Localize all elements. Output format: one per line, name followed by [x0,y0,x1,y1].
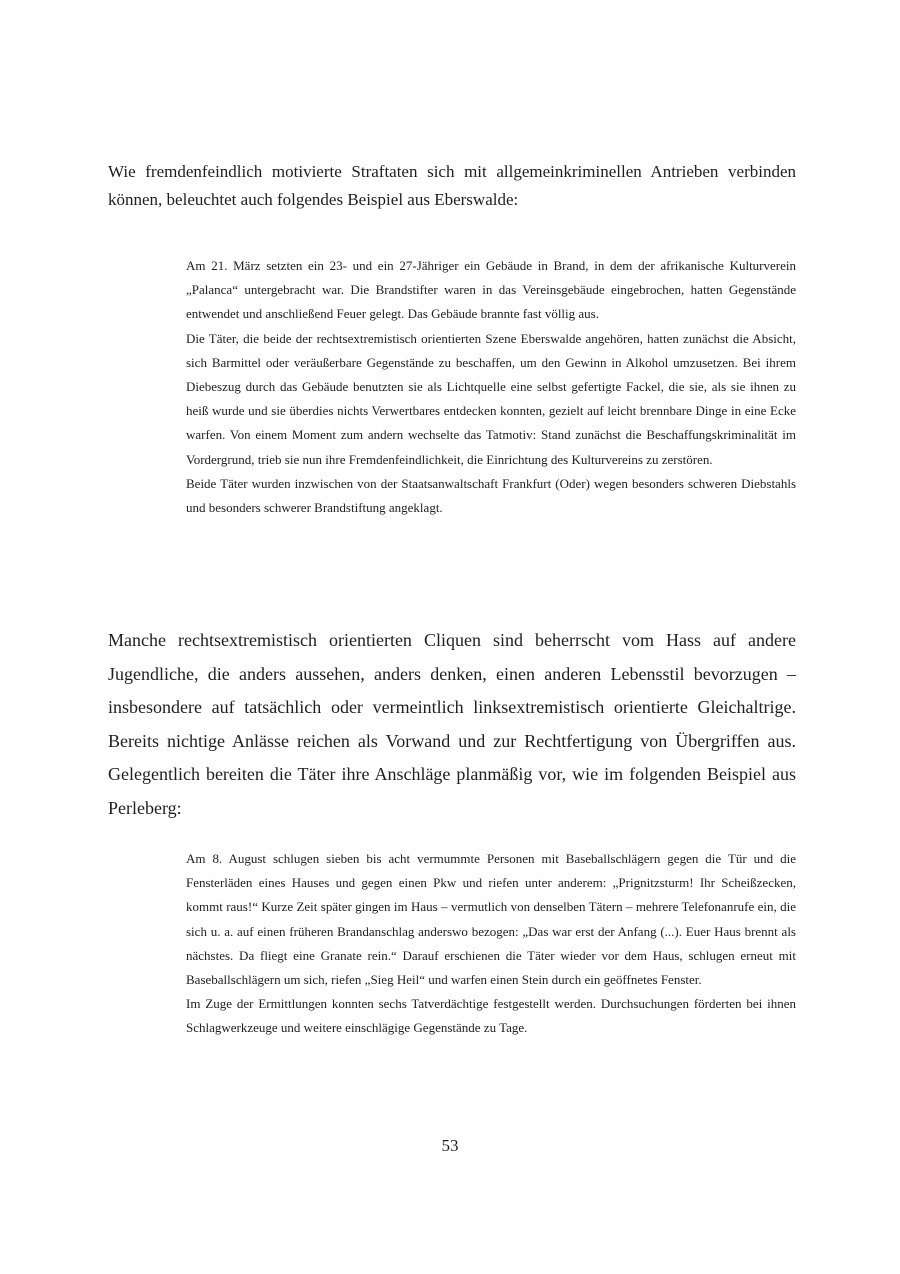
perleberg-case-paragraph-2: Im Zuge der Ermittlungen konnten sechs Tatverdächtige festgestellt werden. Durchsuchungen förderten bei ihnen Schlagwerkzeuge und weitere einschlägige Gegenstände zu Tage. [186,996,796,1036]
eberswalde-case-paragraph-1: Am 21. März setzten ein 23- und ein 27-Jähriger ein Gebäude in Brand, in dem der afrikanische Kulturverein „Palanca“ untergebracht war. Die Brandstifter waren in das Vereinsgebäude eingebrochen, hatten Gegenstände entwendet und anschließend Feuer gelegt. Das Gebäude brannte fast völlig aus. [186,258,796,322]
perleberg-intro-paragraph: Manche rechtsextremistisch orientierten Cliquen sind beherrscht vom Hass auf andere Jugendliche, die anders aussehen, anders denken, einen anderen Lebensstil bevorzugen – insbesondere auf tatsächlich oder vermeintlich linksextremistisch orientierte Gleichaltrige. Bereits nichtige Anlässe reichen als Vorwand und zur Rechtfertigung von Übergriffen aus. Gelegentlich bereiten die Täter ihre Anschläge planmäßig vor, wie im folgenden Beispiel aus Perleberg: [108,630,796,818]
intro-paragraph: Wie fremdenfeindlich motivierte Straftaten sich mit allgemeinkriminellen Antrieben verbinden können, beleuchtet auch folgendes Beispiel aus Eberswalde: [108,162,796,209]
perleberg-case-paragraph-1: Am 8. August schlugen sieben bis acht vermummte Personen mit Baseballschlägern gegen die Tür und die Fensterläden eines Hauses und gegen einen Pkw und riefen unter anderem: „Prignitzsturm! Ihr Scheißzecken, kommt raus!“ Kurze Zeit später gingen im Haus – vermutlich von denselben Tätern – mehrere Telefonanrufe ein, die sich u. a. auf einen früheren Brandanschlag anderswo bezogen: „Das war erst der Anfang (...). Euer Haus brennt als nächstes. Da fliegt eine Granate rein.“ Darauf erschienen die Täter wieder vor dem Haus, schlugen erneut mit Baseballschlägern um sich, riefen „Sieg Heil“ und warfen einen Stein durch ein geöffnetes Fenster. [186,851,796,988]
eberswalde-case-paragraph-2: Die Täter, die beide der rechtsextremistisch orientierten Szene Eberswalde angehören, hatten zunächst die Absicht, sich Barmittel oder veräußerbare Gegenstände zu beschaffen, um den Gewinn in Alkohol umzusetzen. Bei ihrem Diebeszug durch das Gebäude benutzten sie als Lichtquelle eine selbst gefertigte Fackel, die sie, als sie ihnen zu heiß wurde und sie überdies nichts Verwertbares entdecken konnten, gezielt auf leicht brennbare Dinge in eine Ecke warfen. Von einem Moment zum andern wechselte das Tatmotiv: Stand zunächst die Beschaffungskriminalität im Vordergrund, trieb sie nun ihre Fremdenfeindlichkeit, die Einrichtung des Kulturvereins zu zerstören. [186,330,796,467]
eberswalde-case-paragraph-3: Beide Täter wurden inzwischen von der Staatsanwaltschaft Frankfurt (Oder) wegen besonders schweren Diebstahls und besonders schwerer Brandstiftung angeklagt. [186,475,796,516]
perleberg-case-block [186,847,796,1041]
page-number: 53 [441,1136,459,1155]
eberswalde-case-block [186,254,796,520]
